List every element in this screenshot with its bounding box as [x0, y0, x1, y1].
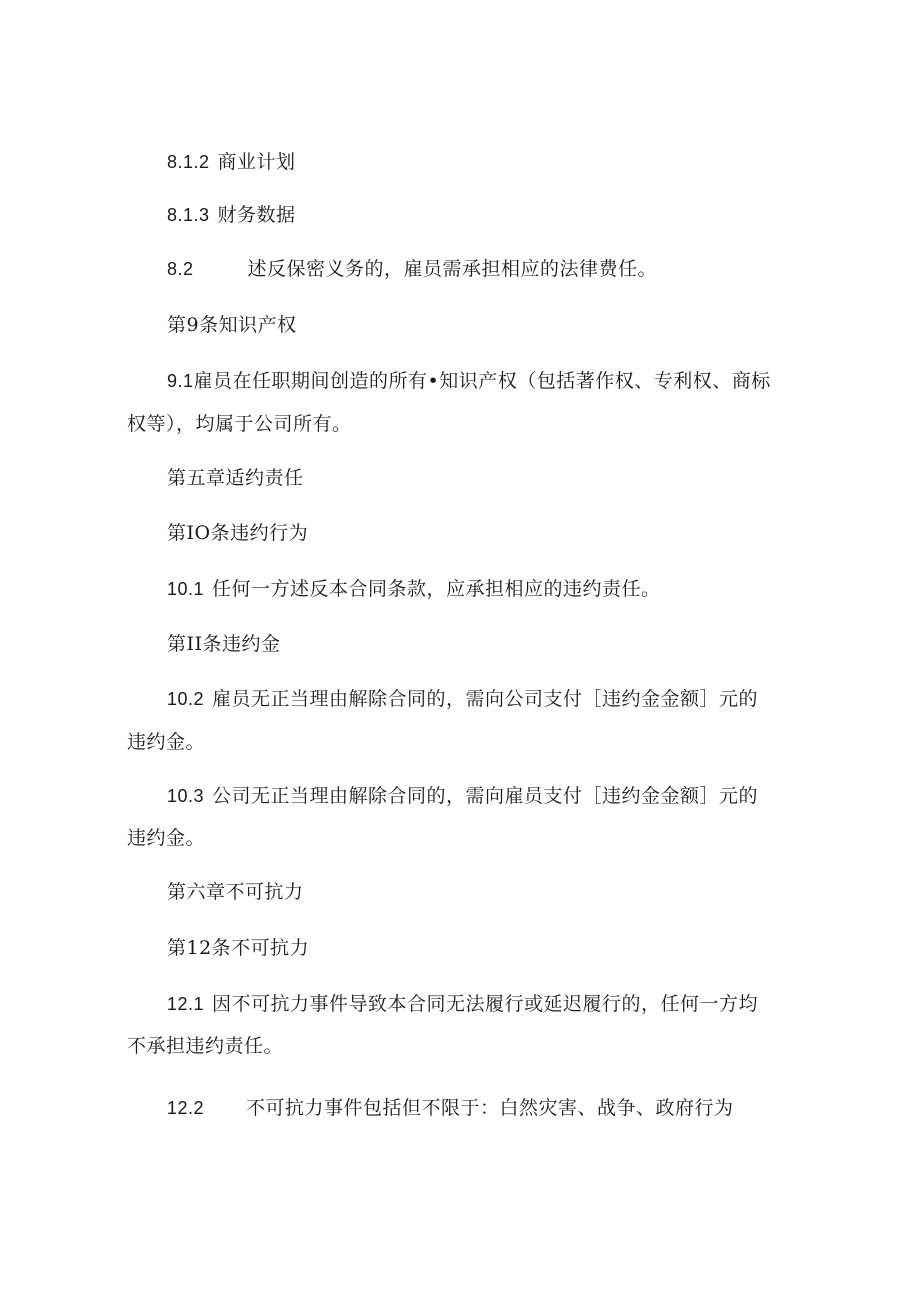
- article-11-heading: 第II条违约金: [167, 633, 281, 655]
- clause-text: 不可抗力事件包括但不限于：白然灾害、战争、政府行为: [246, 1097, 734, 1119]
- clause-number: 12.1: [167, 994, 205, 1014]
- clause-8-1-3: [167, 203, 296, 227]
- clause-text: 财务数据: [217, 204, 296, 226]
- article-10-heading: 第IO条违约行为: [167, 522, 309, 544]
- clause-number: 8.2: [167, 259, 194, 279]
- article-9-heading: 第9条知识产权: [167, 314, 297, 336]
- chapter-5-heading: 第五章适约责任: [167, 467, 304, 489]
- clause-number: 10.2: [167, 689, 205, 709]
- clause-text: 任何一方述反本合同条款，应承担相应的违约责任。: [212, 578, 661, 600]
- clause-12-1-continuation: 不承担违约责任。: [127, 1035, 284, 1057]
- chapter-6-heading: 第六章不可抗力: [167, 881, 304, 903]
- clause-12-1: [167, 992, 758, 1016]
- clause-8-2: [167, 257, 657, 281]
- clause-text: 述反保密义务的，雇员需承担相应的法律费任。: [247, 258, 658, 280]
- clause-10-3-continuation: 违约金。: [127, 827, 206, 849]
- clause-9-1-continuation: 权等），均属于公司所有。: [127, 413, 352, 435]
- clause-10-2-continuation: 违约金。: [127, 731, 206, 753]
- clause-10-1: [167, 577, 661, 601]
- clause-number: 10.1: [167, 579, 205, 599]
- clause-text: 雇员无正当理由解除合同的，需向公司支付［违约金金额］元的: [212, 688, 759, 710]
- clause-9-1: [167, 369, 771, 393]
- clause-text: 商业计划: [217, 151, 296, 173]
- clause-text: 因不可抗力事件导致本合同无法履行或延迟履行的，任何一方均: [212, 993, 759, 1015]
- clause-8-1-2: [167, 150, 296, 174]
- clause-number: 8.1.2: [167, 152, 210, 172]
- clause-number: 8.1.3: [167, 205, 210, 225]
- clause-text: 雇员在任职期间创造的所有•知识产权（包括著作权、专利权、商标: [193, 370, 771, 392]
- clause-number: 10.3: [167, 786, 205, 806]
- clause-number: 9.1: [167, 371, 194, 391]
- clause-10-2: [167, 687, 758, 711]
- clause-12-2: [167, 1096, 734, 1120]
- clause-number: 12.2: [167, 1098, 205, 1118]
- clause-text: 公司无正当理由解除合同的，需向雇员支付［违约金金额］元的: [212, 785, 759, 807]
- article-12-heading: 第12条不可抗力: [167, 937, 310, 959]
- clause-10-3: [167, 784, 758, 808]
